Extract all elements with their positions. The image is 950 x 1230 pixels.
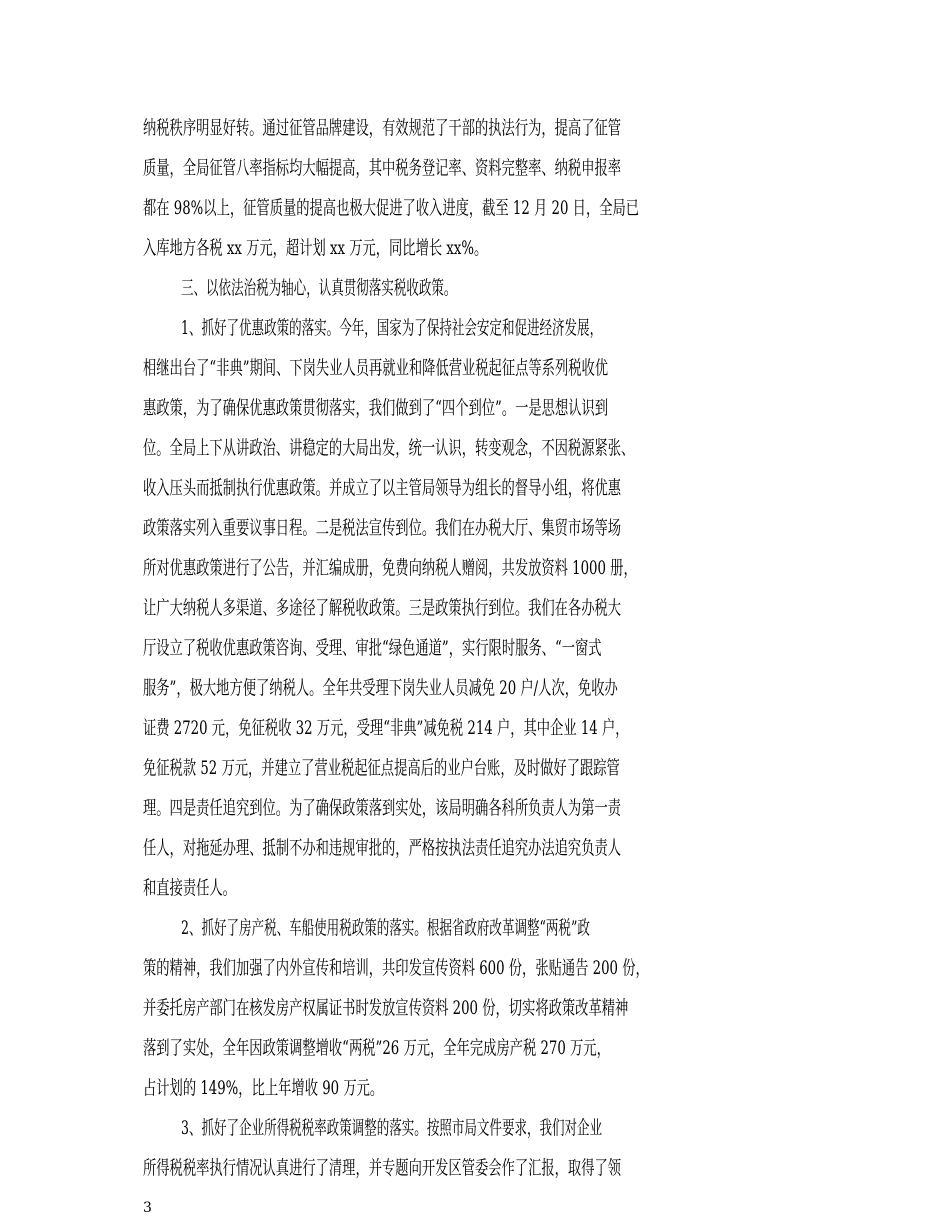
- text-line: 收入压头而抵制执行优惠政策。并成立了以主管局领导为组长的督导小组，将优惠: [143, 477, 622, 499]
- text-line: 落到了实处，全年因政策调整增收“两税”26 万元，全年完成房产税 270 万元，: [143, 1037, 610, 1059]
- text-line: 占计划的 149%，比上年增收 90 万元。: [143, 1077, 384, 1099]
- paragraph-start: 1、抓好了优惠政策的落实。今年，国家为了保持社会安定和促进经济发展，: [181, 317, 603, 339]
- page-number: 3: [143, 1200, 152, 1216]
- text-line: 任人，对拖延办理、抵制不办和违规审批的，严格按执法责任追究办法追究负责人: [143, 837, 622, 859]
- text-line: 入库地方各税 xx 万元，超计划 xx 万元，同比增长 xx%。: [143, 237, 488, 259]
- text-line: 和直接责任人。: [143, 877, 236, 899]
- paragraph-start: 3、抓好了企业所得税税率政策调整的落实。按照市局文件要求，我们对企业: [181, 1117, 603, 1139]
- text-line: 所对优惠政策进行了公告，并汇编成册，免费向纳税人赠阅，共发放资料 1000 册，: [143, 557, 637, 579]
- text-line: 策的精神，我们加强了内外宣传和培训，共印发宣传资料 600 份，张贴通告 200 份，: [143, 957, 649, 979]
- text-line: 让广大纳税人多渠道、多途径了解税收政策。三是政策执行到位。我们在各办税大: [143, 597, 622, 619]
- text-line: 理。四是责任追究到位。为了确保政策落到实处，该局明确各科所负责人为第一责: [143, 797, 622, 819]
- text-line: 位。全局上下从讲政治、讲稳定的大局出发，统一认识，转变观念，不因税源紧张、: [143, 437, 635, 459]
- text-line: 纳税秩序明显好转。通过征管品牌建设，有效规范了干部的执法行为，提高了征管: [143, 117, 622, 139]
- text-line: 并委托房产部门在核发房产权属证书时发放宣传资料 200 份，切实将政策改革精神: [143, 997, 629, 1019]
- text-line: 所得税税率执行情况认真进行了清理，并专题向开发区管委会作了汇报，取得了领: [143, 1157, 622, 1179]
- text-line: 免征税款 52 万元，并建立了营业税起征点提高后的业户台账，及时做好了跟踪管: [143, 757, 620, 779]
- section-heading: 三、以依法治税为轴心，认真贯彻落实税收政策。: [181, 277, 457, 299]
- text-line: 证费 2720 元，免征税收 32 万元，受理“非典”减免税 214 户，其中企业 14 户，: [143, 717, 629, 739]
- text-line: 政策落实列入重要议事日程。二是税法宣传到位。我们在办税大厅、集贸市场等场: [143, 517, 622, 539]
- text-line: 厅设立了税收优惠政策咨询、受理、审批“绿色通道”，实行限时服务、“一窗式: [143, 637, 602, 659]
- text-line: 相继出台了“非典”期间、下岗失业人员再就业和降低营业税起征点等系列税收优: [143, 357, 609, 379]
- text-line: 惠政策，为了确保优惠政策贯彻落实，我们做到了“四个到位”。一是思想认识到: [143, 397, 609, 419]
- text-line: 都在 98%以上，征管质量的提高也极大促进了收入进度，截至 12 月 20 日，全局已: [143, 197, 640, 219]
- paragraph-start: 2、抓好了房产税、车船使用税政策的落实。根据省政府改革调整“两税”政: [181, 917, 590, 939]
- text-line: 质量，全局征管八率指标均大幅提高，其中税务登记率、资料完整率、纳税申报率: [143, 157, 622, 179]
- text-line: 服务”，极大地方便了纳税人。全年共受理下岗失业人员减免 20 户/人次，免收办: [143, 677, 618, 699]
